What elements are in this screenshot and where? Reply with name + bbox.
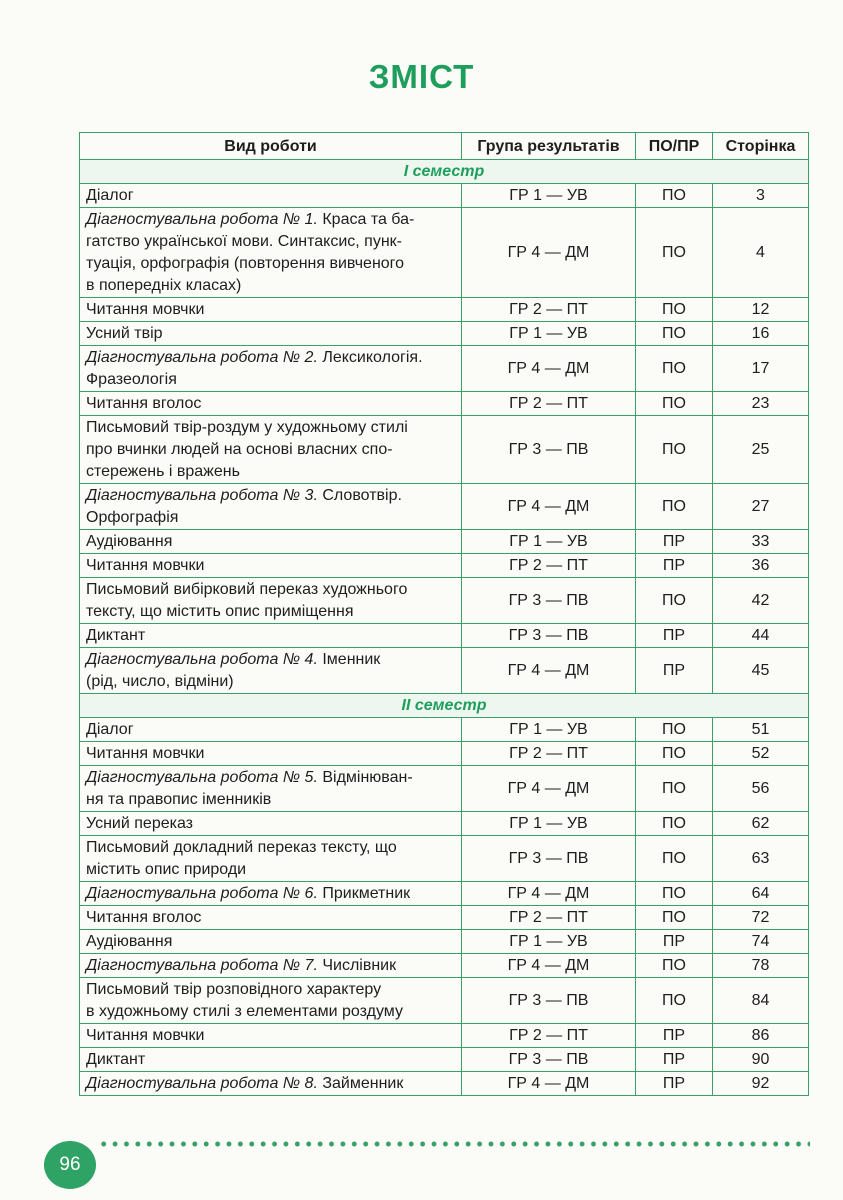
po-pr-cell: ПО	[636, 954, 713, 978]
table-row	[80, 392, 809, 416]
table-row	[80, 624, 809, 648]
page-number-cell: 12	[713, 298, 809, 322]
po-pr-cell: ПО	[636, 812, 713, 836]
po-pr-cell: ПО	[636, 578, 713, 624]
result-group-cell: ГР 3 — ПВ	[462, 1048, 636, 1072]
po-pr-cell: ПО	[636, 766, 713, 812]
result-group-cell: ГР 1 — УВ	[462, 184, 636, 208]
table-row	[80, 836, 809, 882]
table-row	[80, 322, 809, 346]
po-pr-cell: ПО	[636, 836, 713, 882]
po-pr-cell: ПО	[636, 978, 713, 1024]
work-type-text: Усний переказ	[86, 815, 194, 832]
page-number-cell: 45	[713, 648, 809, 694]
work-type-text: Краса та ба- гатство української мови. Синтаксис, пунк- туація, орфографія (повторення вивченого в попередніх класах)	[86, 211, 415, 294]
table-row	[80, 812, 809, 836]
table-row	[80, 766, 809, 812]
work-type-cell	[80, 184, 462, 208]
table-row	[80, 416, 809, 484]
po-pr-cell: ПО	[636, 718, 713, 742]
po-pr-cell: ПО	[636, 484, 713, 530]
page-number-cell: 92	[713, 1072, 809, 1096]
po-pr-cell: ПО	[636, 416, 713, 484]
work-type-text: Займенник	[317, 1075, 404, 1092]
po-pr-cell: ПО	[636, 208, 713, 298]
page-number-cell: 52	[713, 742, 809, 766]
work-type-cell	[80, 906, 462, 930]
table-row	[80, 882, 809, 906]
work-type-text: Аудіювання	[86, 933, 173, 950]
work-type-cell	[80, 346, 462, 392]
table-row	[80, 742, 809, 766]
result-group-cell: ГР 4 — ДМ	[462, 1072, 636, 1096]
po-pr-cell: ПО	[636, 906, 713, 930]
po-pr-cell: ПР	[636, 530, 713, 554]
po-pr-cell: ПО	[636, 322, 713, 346]
page-number-cell: 86	[713, 1024, 809, 1048]
table-row	[80, 554, 809, 578]
work-type-text: Читання вголос	[86, 909, 202, 926]
result-group-cell: ГР 3 — ПВ	[462, 578, 636, 624]
work-type-cell	[80, 298, 462, 322]
work-type-text: Словотвір. Орфографія	[86, 487, 402, 526]
po-pr-cell: ПО	[636, 392, 713, 416]
header-result-group: Група результатів	[462, 133, 636, 160]
work-type-text: Читання мовчки	[86, 557, 205, 574]
table-row	[80, 718, 809, 742]
table-row	[80, 208, 809, 298]
po-pr-cell: ПР	[636, 648, 713, 694]
result-group-cell: ГР 2 — ПТ	[462, 906, 636, 930]
work-type-text: Письмовий твір розповідного характеру в художньому стилі з елементами роздуму	[86, 981, 403, 1020]
table-row	[80, 906, 809, 930]
po-pr-cell: ПО	[636, 184, 713, 208]
page-number-cell: 16	[713, 322, 809, 346]
work-type-cell	[80, 882, 462, 906]
page-number-badge: 96	[44, 1141, 96, 1189]
table-row	[80, 184, 809, 208]
page-number-cell: 72	[713, 906, 809, 930]
page-number-cell: 33	[713, 530, 809, 554]
diagnostic-work-prefix: Діагностувальна робота № 3.	[86, 487, 318, 504]
result-group-cell: ГР 4 — ДМ	[462, 766, 636, 812]
page-number-cell: 78	[713, 954, 809, 978]
work-type-cell	[80, 484, 462, 530]
work-type-text: Диктант	[86, 627, 146, 644]
work-type-text: Читання мовчки	[86, 301, 205, 318]
result-group-cell: ГР 4 — ДМ	[462, 208, 636, 298]
po-pr-cell: ПО	[636, 298, 713, 322]
work-type-cell	[80, 1048, 462, 1072]
result-group-cell: ГР 2 — ПТ	[462, 554, 636, 578]
semester-label: ІІ семестр	[80, 694, 809, 718]
work-type-text: Діалог	[86, 721, 134, 738]
work-type-cell	[80, 742, 462, 766]
work-type-cell	[80, 766, 462, 812]
work-type-text: Відмінюван- ня та правопис іменників	[86, 769, 413, 808]
work-type-text: Письмовий твір-роздум у художньому стилі про вчинки людей на основі власних спо- стережень і вражень	[86, 419, 408, 480]
work-type-text: Читання вголос	[86, 395, 202, 412]
table-row	[80, 1072, 809, 1096]
table-row	[80, 1048, 809, 1072]
page-number-cell: 56	[713, 766, 809, 812]
work-type-text: Іменник (рід, число, відміни)	[86, 651, 381, 690]
table-row	[80, 298, 809, 322]
work-type-cell	[80, 392, 462, 416]
work-type-cell	[80, 812, 462, 836]
work-type-text: Лексикологія. Фразеологія	[86, 349, 423, 388]
work-type-text: Аудіювання	[86, 533, 173, 550]
page-number-cell: 3	[713, 184, 809, 208]
work-type-text: Усний твір	[86, 325, 163, 342]
diagnostic-work-prefix: Діагностувальна робота № 6.	[86, 885, 318, 902]
semester-row	[80, 160, 809, 184]
result-group-cell: ГР 2 — ПТ	[462, 298, 636, 322]
diagnostic-work-prefix: Діагностувальна робота № 8.	[86, 1075, 318, 1092]
table-row	[80, 648, 809, 694]
page-number-cell: 51	[713, 718, 809, 742]
work-type-cell	[80, 648, 462, 694]
header-po-pr: ПО/ПР	[636, 133, 713, 160]
contents-table	[79, 132, 809, 1096]
table-row	[80, 930, 809, 954]
po-pr-cell: ПР	[636, 554, 713, 578]
page-number-cell: 36	[713, 554, 809, 578]
diagnostic-work-prefix: Діагностувальна робота № 7.	[86, 957, 318, 974]
work-type-cell	[80, 624, 462, 648]
page-title: ЗМІСТ	[368, 58, 475, 95]
po-pr-cell: ПР	[636, 624, 713, 648]
result-group-cell: ГР 4 — ДМ	[462, 954, 636, 978]
work-type-text: Письмовий вибірковий переказ художнього тексту, що містить опис приміщення	[86, 581, 408, 620]
result-group-cell: ГР 1 — УВ	[462, 322, 636, 346]
po-pr-cell: ПО	[636, 346, 713, 392]
diagnostic-work-prefix: Діагностувальна робота № 2.	[86, 349, 318, 366]
result-group-cell: ГР 2 — ПТ	[462, 392, 636, 416]
page-number-cell: 42	[713, 578, 809, 624]
work-type-text: Числівник	[317, 957, 397, 974]
page-number-cell: 17	[713, 346, 809, 392]
work-type-text: Читання мовчки	[86, 1027, 205, 1044]
header-page: Сторінка	[713, 133, 809, 160]
diagnostic-work-prefix: Діагностувальна робота № 5.	[86, 769, 318, 786]
result-group-cell: ГР 4 — ДМ	[462, 346, 636, 392]
work-type-cell	[80, 208, 462, 298]
work-type-cell	[80, 954, 462, 978]
po-pr-cell: ПР	[636, 1024, 713, 1048]
page-number-cell: 25	[713, 416, 809, 484]
page-number-cell: 62	[713, 812, 809, 836]
work-type-cell	[80, 978, 462, 1024]
work-type-text: Діалог	[86, 187, 134, 204]
result-group-cell: ГР 1 — УВ	[462, 930, 636, 954]
contents-body	[80, 160, 809, 1096]
table-row	[80, 954, 809, 978]
table-row	[80, 346, 809, 392]
result-group-cell: ГР 1 — УВ	[462, 718, 636, 742]
work-type-cell	[80, 836, 462, 882]
work-type-text: Прикметник	[317, 885, 411, 902]
work-type-cell	[80, 322, 462, 346]
work-type-cell	[80, 1072, 462, 1096]
po-pr-cell: ПР	[636, 1072, 713, 1096]
result-group-cell: ГР 1 — УВ	[462, 530, 636, 554]
work-type-text: Диктант	[86, 1051, 146, 1068]
work-type-cell	[80, 416, 462, 484]
result-group-cell: ГР 3 — ПВ	[462, 624, 636, 648]
page-number-cell: 84	[713, 978, 809, 1024]
page-number-cell: 27	[713, 484, 809, 530]
result-group-cell: ГР 2 — ПТ	[462, 1024, 636, 1048]
table-row	[80, 484, 809, 530]
diagnostic-work-prefix: Діагностувальна робота № 4.	[86, 651, 318, 668]
table-row	[80, 530, 809, 554]
work-type-cell	[80, 530, 462, 554]
table-row	[80, 1024, 809, 1048]
work-type-cell	[80, 578, 462, 624]
dotted-divider	[98, 1140, 810, 1148]
work-type-text: Читання мовчки	[86, 745, 205, 762]
work-type-cell	[80, 1024, 462, 1048]
table-header-row	[80, 133, 809, 160]
table-row	[80, 978, 809, 1024]
diagnostic-work-prefix: Діагностувальна робота № 1.	[86, 211, 318, 228]
semester-label: І семестр	[80, 160, 809, 184]
result-group-cell: ГР 2 — ПТ	[462, 742, 636, 766]
result-group-cell: ГР 3 — ПВ	[462, 978, 636, 1024]
work-type-cell	[80, 554, 462, 578]
result-group-cell: ГР 1 — УВ	[462, 812, 636, 836]
header-work-type: Вид роботи	[80, 133, 462, 160]
page-number-cell: 23	[713, 392, 809, 416]
page-number-cell: 4	[713, 208, 809, 298]
page-number-cell: 90	[713, 1048, 809, 1072]
result-group-cell: ГР 4 — ДМ	[462, 484, 636, 530]
result-group-cell: ГР 3 — ПВ	[462, 836, 636, 882]
po-pr-cell: ПО	[636, 742, 713, 766]
result-group-cell: ГР 3 — ПВ	[462, 416, 636, 484]
work-type-cell	[80, 718, 462, 742]
po-pr-cell: ПР	[636, 1048, 713, 1072]
page-number-cell: 74	[713, 930, 809, 954]
work-type-text: Письмовий докладний переказ тексту, що містить опис природи	[86, 839, 397, 878]
page-number-cell: 44	[713, 624, 809, 648]
page-number-cell: 63	[713, 836, 809, 882]
table-row	[80, 578, 809, 624]
result-group-cell: ГР 4 — ДМ	[462, 648, 636, 694]
result-group-cell: ГР 4 — ДМ	[462, 882, 636, 906]
page-number-cell: 64	[713, 882, 809, 906]
po-pr-cell: ПР	[636, 930, 713, 954]
po-pr-cell: ПО	[636, 882, 713, 906]
semester-row	[80, 694, 809, 718]
work-type-cell	[80, 930, 462, 954]
